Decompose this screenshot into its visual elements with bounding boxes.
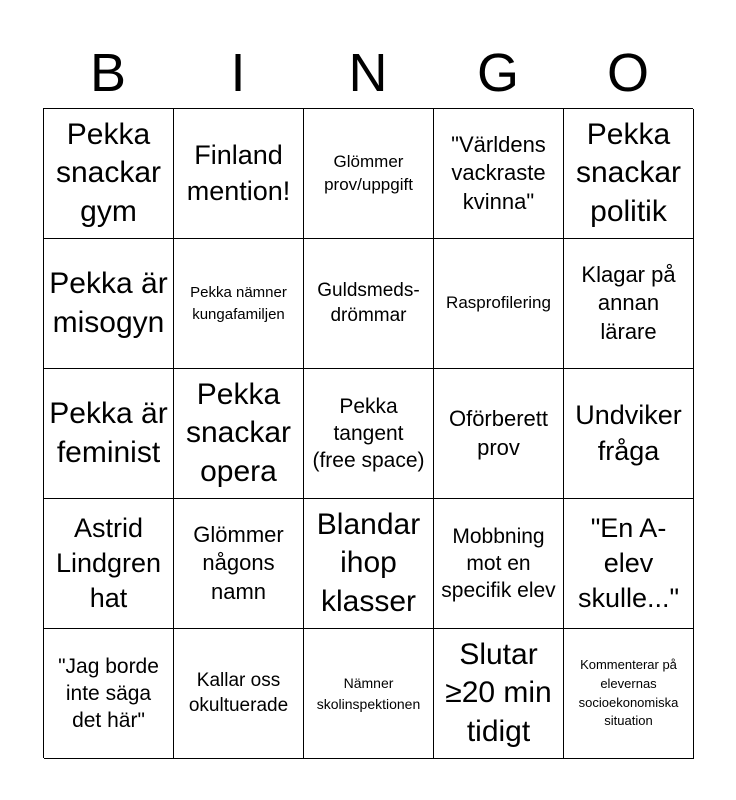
bingo-grid — [43, 108, 693, 758]
bingo-cell-text: Blandar ihop klasser — [316, 507, 421, 618]
bingo-cell-text: Astrid Lindgren hat — [55, 512, 162, 614]
bingo-cell-r5-c5[interactable] — [564, 629, 694, 759]
bingo-cell-r1-c2[interactable] — [174, 109, 304, 239]
bingo-cell-r2-c4[interactable] — [434, 239, 564, 369]
bingo-cell-text: Finland mention! — [186, 140, 291, 206]
bingo-cell-text: "Jag borde inte säga det här" — [58, 654, 159, 733]
bingo-cell-text: Pekka är misogyn — [49, 267, 168, 339]
bingo-cell-r3-c4[interactable] — [434, 369, 564, 499]
bingo-cell-r2-c3[interactable] — [304, 239, 434, 369]
bingo-cell-r1-c1[interactable] — [44, 109, 174, 239]
bingo-cell-text: Pekka är feminist — [49, 397, 168, 469]
bingo-cell-r3-c5[interactable] — [564, 369, 694, 499]
bingo-cell-text: Guldsmeds-drömmar — [317, 279, 420, 326]
bingo-cell-text: Kallar oss okultuerade — [188, 669, 289, 716]
bingo-cell-r5-c3[interactable] — [304, 629, 434, 759]
bingo-cell-r4-c3[interactable] — [304, 499, 434, 629]
bingo-cell-r3-c3[interactable] — [304, 369, 434, 499]
bingo-cell-text: Oförberett prov — [448, 406, 549, 460]
bingo-cell-text: Undviker fråga — [575, 400, 682, 466]
header-letter-n: N — [348, 43, 388, 103]
bingo-cell-text: Nämner skolinspektionen — [316, 674, 421, 712]
bingo-cell-text: Kommenterar på elevernas socioekonomiska situation — [578, 656, 679, 729]
header-letter-g: G — [476, 43, 519, 103]
bingo-cell-text: Mobbning mot en specifik elev — [441, 524, 556, 603]
bingo-cell-text: Slutar ≥20 min tidigt — [445, 637, 552, 748]
bingo-cell-text: Pekka snackar gym — [55, 117, 162, 228]
header-letter-i: I — [230, 43, 246, 103]
bingo-cell-r2-c2[interactable] — [174, 239, 304, 369]
header-letter-b: B — [89, 43, 127, 103]
bingo-cell-text: Glömmer någons namn — [193, 522, 284, 604]
bingo-cell-text: Pekka snackar opera — [185, 377, 292, 488]
header-letter-o: O — [606, 43, 649, 103]
bingo-cell-r5-c1[interactable] — [44, 629, 174, 759]
bingo-cell-r1-c5[interactable] — [564, 109, 694, 239]
bingo-cell-r3-c1[interactable] — [44, 369, 174, 499]
bingo-cell-text: Klagar på annan lärare — [581, 262, 676, 344]
bingo-cell-text: Rasprofilering — [446, 293, 551, 313]
bingo-cell-text: Pekka tangent (free space) — [312, 394, 425, 473]
bingo-cell-r5-c2[interactable] — [174, 629, 304, 759]
bingo-cell-r4-c2[interactable] — [174, 499, 304, 629]
bingo-cell-text: "Världens vackraste kvinna" — [451, 132, 546, 214]
bingo-cell-r3-c2[interactable] — [174, 369, 304, 499]
bingo-cell-r4-c4[interactable] — [434, 499, 564, 629]
bingo-cell-r4-c1[interactable] — [44, 499, 174, 629]
bingo-cell-r1-c4[interactable] — [434, 109, 564, 239]
bingo-cell-r5-c4[interactable] — [434, 629, 564, 759]
bingo-cell-text: Pekka nämner kungafamiljen — [190, 283, 287, 323]
bingo-cell-r2-c1[interactable] — [44, 239, 174, 369]
bingo-header — [43, 38, 693, 108]
bingo-cell-r4-c5[interactable] — [564, 499, 694, 629]
bingo-cell-text: "En A-elev skulle..." — [577, 512, 680, 614]
bingo-cell-r1-c3[interactable] — [304, 109, 434, 239]
bingo-cell-text: Pekka snackar politik — [575, 117, 682, 228]
bingo-cell-r2-c5[interactable] — [564, 239, 694, 369]
bingo-cell-text: Glömmer prov/uppgift — [324, 151, 413, 194]
